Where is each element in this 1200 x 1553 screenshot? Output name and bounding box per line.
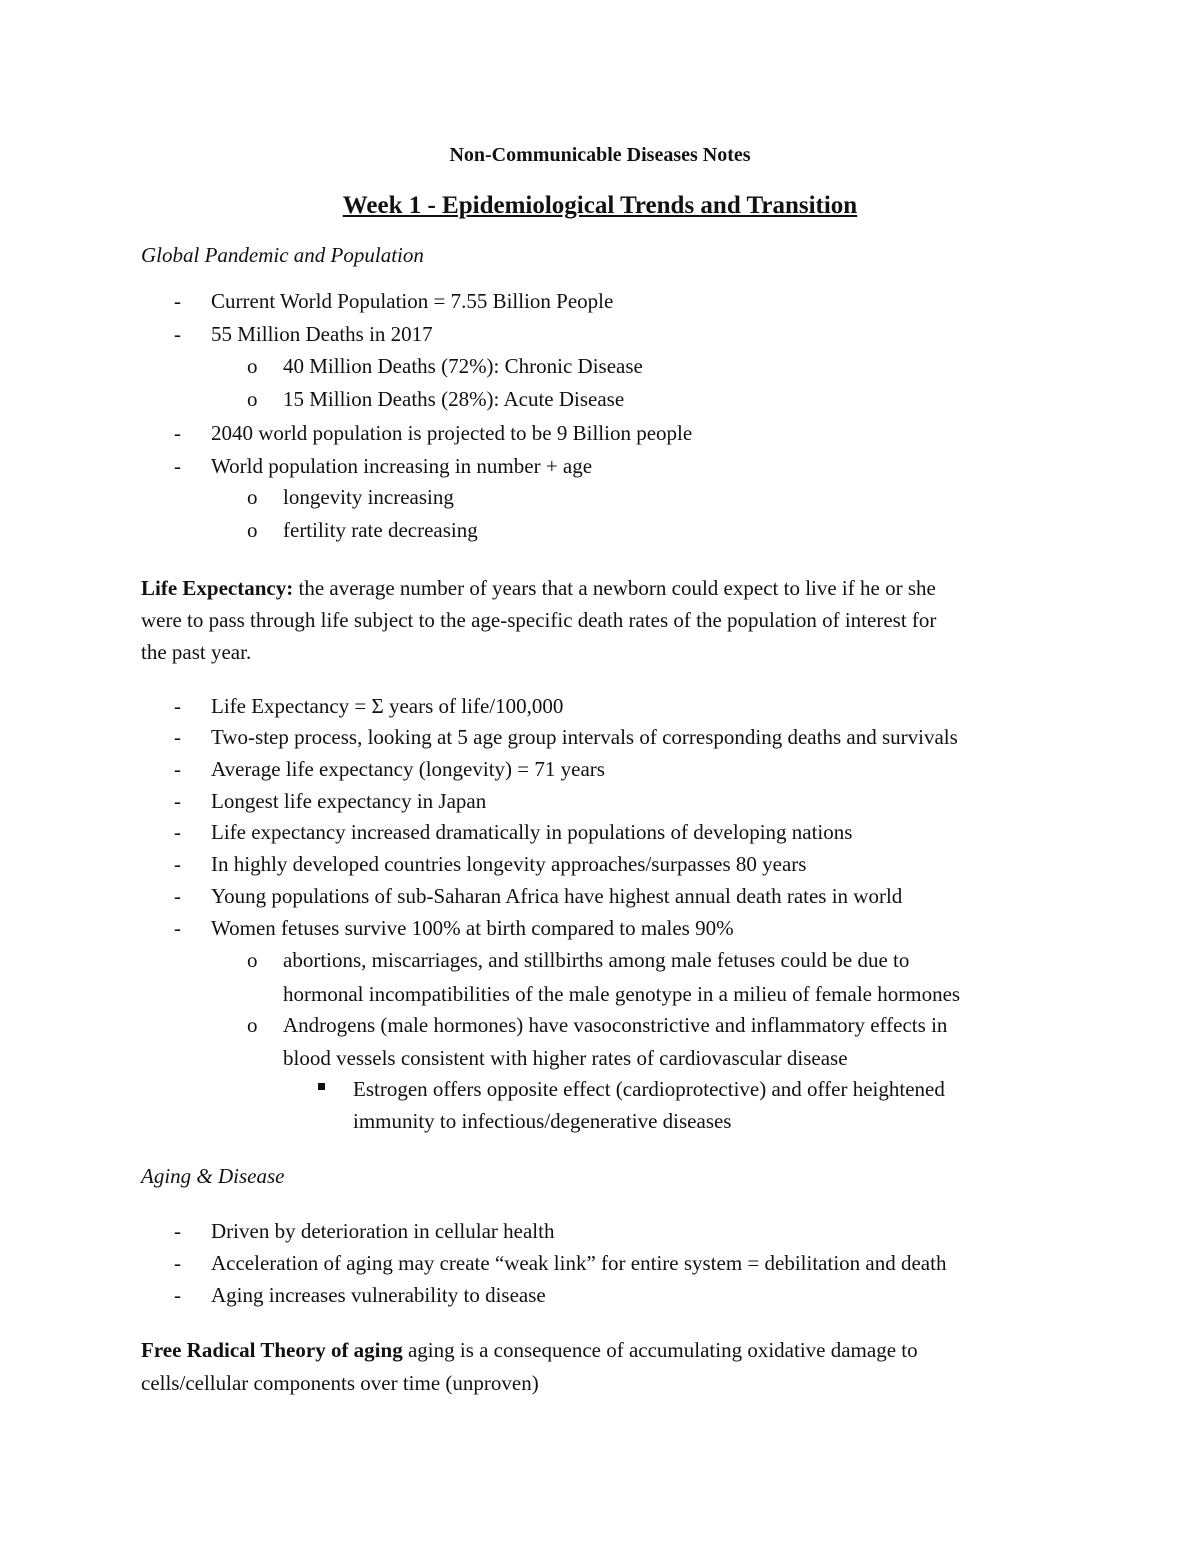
list-item: Driven by deterioration in cellular health <box>211 1219 555 1243</box>
definition-paragraph-line <box>141 1340 918 1361</box>
list-subitem: longevity increasing <box>283 485 454 509</box>
list-subitem: Androgens (male hormones) have vasoconstrictive and inflammatory effects in <box>283 1013 948 1037</box>
dash-bullet: - <box>174 454 181 478</box>
list-item: 2040 world population is projected to be 9 Billion people <box>211 421 693 445</box>
list-item: Average life expectancy (longevity) = 71 years <box>211 757 605 781</box>
list-subitem: 40 Million Deaths (72%): Chronic Disease <box>283 354 643 378</box>
dash-bullet: - <box>174 289 181 313</box>
dash-bullet: - <box>174 1219 181 1243</box>
circle-bullet: o <box>247 1013 258 1037</box>
list-subitem-continuation: blood vessels consistent with higher rates of cardiovascular disease <box>283 1046 848 1070</box>
list-item: Two-step process, looking at 5 age group intervals of corresponding deaths and survivals <box>211 725 958 749</box>
definition-term: Free Radical Theory of aging <box>141 1338 403 1362</box>
definition-paragraph-line: were to pass through life subject to the age-specific death rates of the population of interest for <box>141 608 937 632</box>
circle-bullet: o <box>247 354 258 378</box>
circle-bullet: o <box>247 485 258 509</box>
dash-bullet: - <box>174 757 181 781</box>
list-item: 55 Million Deaths in 2017 <box>211 322 433 346</box>
list-item: Acceleration of aging may create “weak link” for entire system = debilitation and death <box>211 1251 947 1275</box>
list-item: Women fetuses survive 100% at birth compared to males 90% <box>211 916 734 940</box>
dash-bullet: - <box>174 789 181 813</box>
list-item: Aging increases vulnerability to disease <box>211 1283 546 1307</box>
list-subsubitem-continuation: immunity to infectious/degenerative diseases <box>353 1109 732 1133</box>
dash-bullet: - <box>174 916 181 940</box>
definition-paragraph-line: cells/cellular components over time (unproven) <box>141 1371 539 1395</box>
week-title: Week 1 - Epidemiological Trends and Transition <box>342 192 858 219</box>
definition-text: aging is a consequence of accumulating oxidative damage to <box>402 1338 918 1362</box>
square-bullet-icon <box>318 1083 325 1090</box>
list-item: Longest life expectancy in Japan <box>211 789 487 813</box>
list-item: World population increasing in number + age <box>211 454 593 478</box>
section-heading-global-pandemic: Global Pandemic and Population <box>141 243 424 267</box>
list-item: Young populations of sub-Saharan Africa have highest annual death rates in world <box>211 884 903 908</box>
dash-bullet: - <box>174 421 181 445</box>
dash-bullet: - <box>174 1251 181 1275</box>
definition-paragraph-line <box>141 578 936 599</box>
dash-bullet: - <box>174 1283 181 1307</box>
list-item: Current World Population = 7.55 Billion People <box>211 289 614 313</box>
dash-bullet: - <box>174 694 181 718</box>
section-heading-aging-disease: Aging & Disease <box>141 1164 285 1188</box>
list-subitem: fertility rate decreasing <box>283 518 478 542</box>
dash-bullet: - <box>174 725 181 749</box>
dash-bullet: - <box>174 852 181 876</box>
circle-bullet: o <box>247 948 258 972</box>
list-subitem: abortions, miscarriages, and stillbirths among male fetuses could be due to <box>283 948 910 972</box>
list-subsubitem: Estrogen offers opposite effect (cardioprotective) and offer heightened <box>353 1077 945 1101</box>
definition-term: Life Expectancy: <box>141 576 294 600</box>
list-item: In highly developed countries longevity approaches/surpasses 80 years <box>211 852 807 876</box>
document-title: Non-Communicable Diseases Notes <box>449 144 751 166</box>
circle-bullet: o <box>247 518 258 542</box>
list-subitem-continuation: hormonal incompatibilities of the male genotype in a milieu of female hormones <box>283 982 961 1006</box>
list-subitem: 15 Million Deaths (28%): Acute Disease <box>283 387 625 411</box>
list-item: Life expectancy increased dramatically in populations of developing nations <box>211 820 853 844</box>
definition-text: the average number of years that a newborn could expect to live if he or she <box>293 576 936 600</box>
circle-bullet: o <box>247 387 258 411</box>
definition-paragraph-line: the past year. <box>141 640 252 664</box>
list-item: Life Expectancy = Σ years of life/100,000 <box>211 694 564 718</box>
dash-bullet: - <box>174 322 181 346</box>
dash-bullet: - <box>174 820 181 844</box>
dash-bullet: - <box>174 884 181 908</box>
